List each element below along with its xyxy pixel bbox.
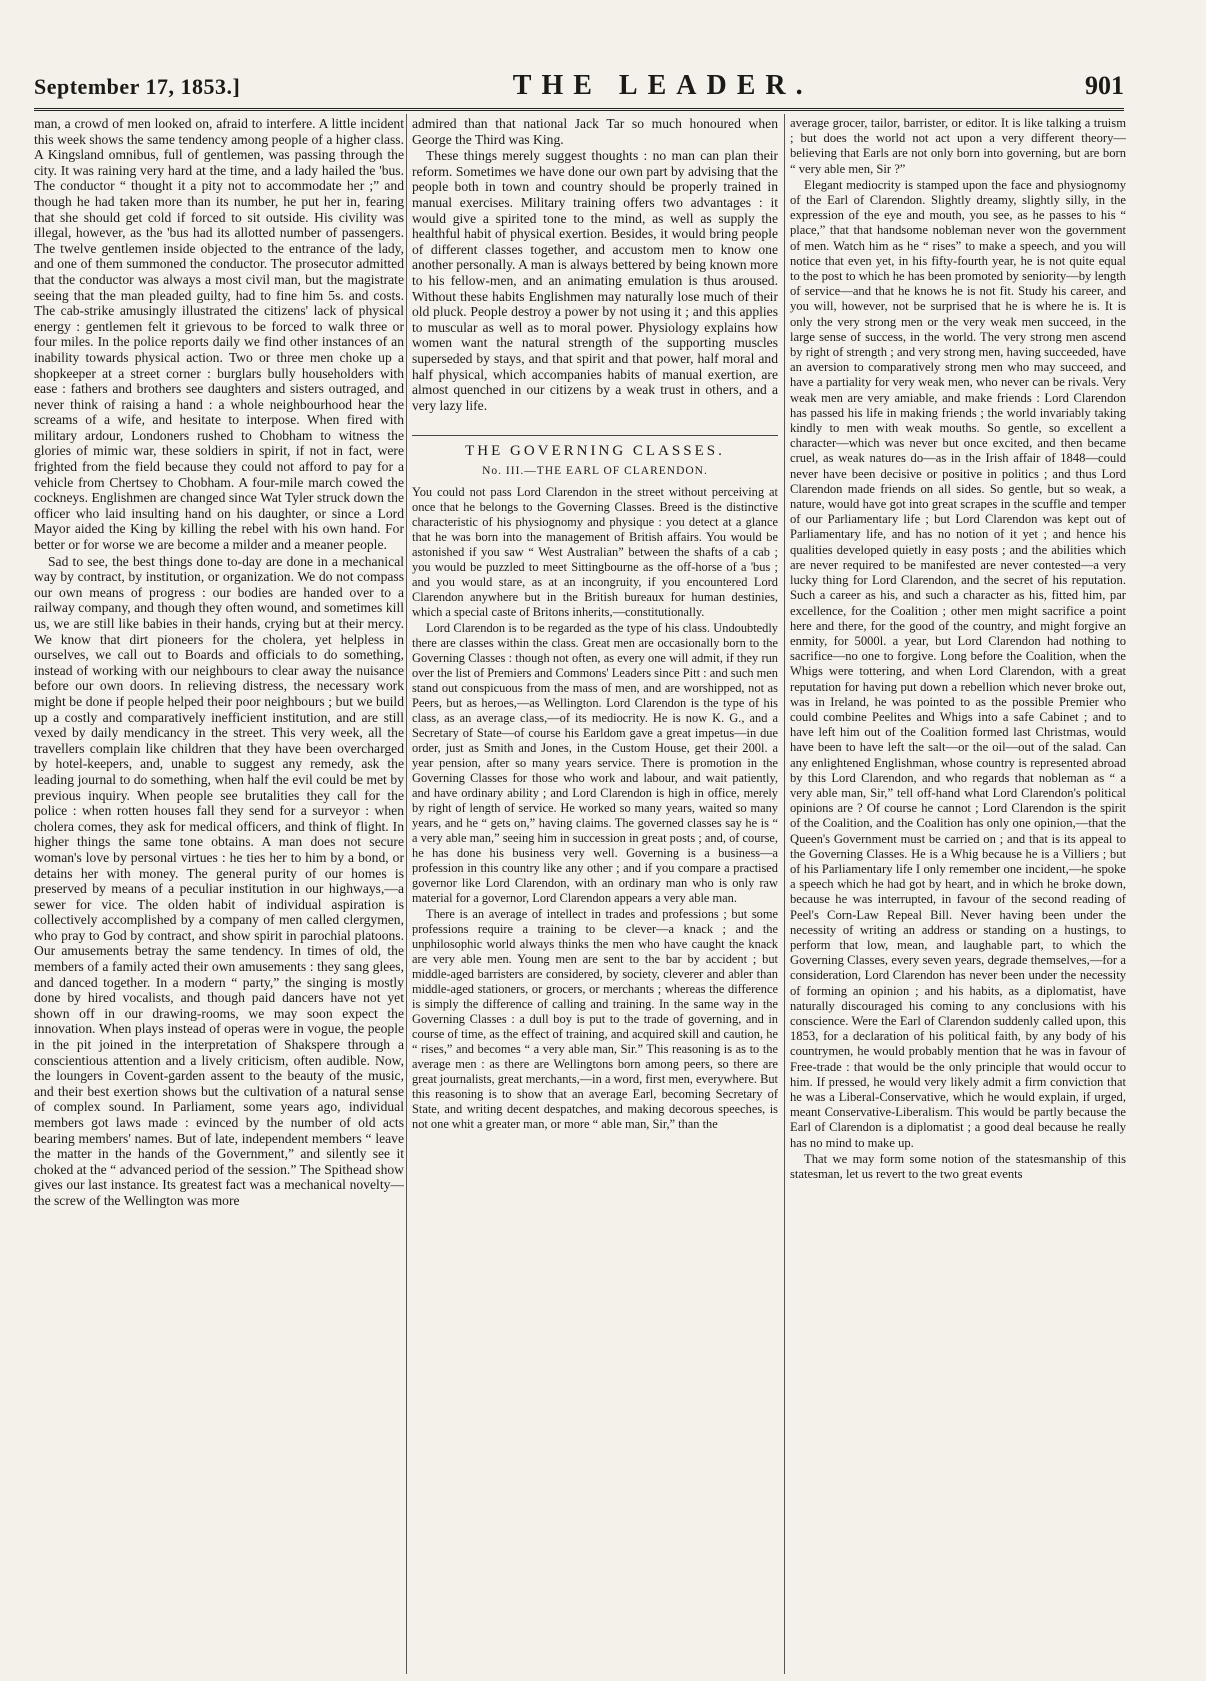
paragraph: These things merely suggest thoughts : no man can plan their reform. Sometimes we have done our own part by advising that the people both in town and country should be properly trained in manual exercises. Military training offers two advantages : it would give a spirited tone to the mind, as well as supply the healthful habit of physical exertion. Besides, it would bring people of different classes together, and accustom men to know one another personally. A man is always bettered by being known more to his fellow-men, and an animating emulation is thus aroused. Without these habits Englishmen may naturally lose much of their old pluck. People destroy a power by not using it ; and this applies to muscular as well as to moral power. Physiology explains how women want the natural strength of the supporting muscles superseded by stays, and that spirit and that power, half moral and half physical, which accompanies habits of manual exertion, are almost quenched in our citizens by a weak trust in others, and a very lazy life. <box>412 148 778 413</box>
page-number: 901 <box>1085 71 1124 100</box>
paragraph: Lord Clarendon is to be regarded as the type of his class. Undoubtedly there are classes within the class. Great men are occasionally born to the Governing Classes : though not often, as every one will admit, if they run over the list of Premiers and Commons' Leaders since Pitt : and such men stand out conspicuous from the mass of men, and are worshipped, not as Peers, but as heroes,—as Wellington. Lord Clarendon is the type of his class, as an average class,—of its mediocrity. He is now K. G., and a Secretary of State—of course his Earldom gave a great impetus—in due order, just as Smith and Jones, in the Custom House, get their 200l. a year pension, after so many years service. There is promotion in the Governing Classes for those who work and labour, and wait patiently, and have ordinary ability ; and Lord Clarendon is high in office, merely by right of length of service. He worked so many years, waited so many years, and he “ gets on,” having claims. The governed classes say he is “ a very able man,” seeing him in succession in great posts ; and, of course, he has done his business very well. Governing is a business—a profession in this country like any other ; and if you compare a practised governor like Lord Clarendon, with an ordinary man who is only raw material for a governor, Lord Clarendon appears a very able man. <box>412 621 778 906</box>
column-divider <box>784 114 785 1674</box>
column-3 <box>790 116 1126 1671</box>
masthead <box>34 70 1124 106</box>
column-divider <box>406 114 407 1674</box>
section-subtitle: No. III.—THE EARL OF CLARENDON. <box>482 464 708 477</box>
newspaper-title: THE LEADER. <box>512 70 813 101</box>
paragraph: You could not pass Lord Clarendon in the street without perceiving at once that he belongs to the Governing Classes. Breed is the distinctive characteristic of his physiognomy and physique : you detect at a glance that he was born into the management of British affairs. You would be astonished if you saw “ West Australian” between the shafts of a cab ; you would be puzzled to meet Sittingbourne as the off-horse of a 'bus ; and you would stare, as at an incongruity, if you encountered Lord Clarendon anywhere but in the British bureaux for human destinies, which a special caste of Britons inherits,—constitutionally. <box>412 485 778 620</box>
paragraph: Elegant mediocrity is stamped upon the face and physiognomy of the Earl of Clarendon. Slightly dreamy, slightly silly, in the expression of the eye and mouth, you see, as he passes to his “ place,” that that handsome nobleman never won the government of men. Watch him as he “ rises” to make a speech, and you will notice that even yet, in his fifty-fourth year, he is not quite equal to the post to which he has been promoted by seniority—by length of service—and that he knows he is not fit. Study his career, and you will, however, not be surprised that he is where he is. It is only the very strong men or the very weak men succeed, in the large sense of success, in the world. The very strong men ascend by right of strength ; and very strong men, having succeeded, have an aversion to comparatively strong men who may succeed, and have a partiality for very weak men, who never can be rivals. Very weak men are very amiable, and make friends : Lord Clarendon has passed his life in making friends ; the world invariably taking kindly to men with weak mouths. So gentle, so excellent a character—which was never but once excited, and then became cruel, as weak natures do—as in the Irish affair of 1848—could never have been decisive or positive in politics ; and thus Lord Clarendon made friends on all sides. So gentle, but so weak, a nature, would have got into great scrapes in the scuffle and temper of our Parliamentary life ; but Lord Clarendon was kept out of Parliamentary life, and has no notion of it yet ; and hence his qualities developed quietly in easy posts ; and the abilities which are never required to be manifested are never contested—a very lucky thing for Lord Clarendon, and the secret of his reputation. Such a career as his, and such a character as his, fitted him, par excellence, for the Coalition ; other men might sacrifice a point here and there, for the good of the country, and might forgive an enmity, for 5000l. a year, but Lord Clarendon had nothing to sacrifice—no one to forgive. Long before the Coalition, when the Whigs were tottering, and when Lord Clarendon, with a great reputation for having put down a rebellion which never broke out, was in Ireland, he was pointed to as the possible Premier who could combine Peelites and Whigs into a safe Cabinet ; and to have left him out of the Coalition formed last Christmas, would have been to have left the salt—or the oil—out of the salad. Can any enlightened Englishman, whose country is represented abroad by this Lord Clarendon, and who regards that nobleman as “ a very able man, Sir,” tell off-hand what Lord Clarendon's political opinions are ? Of course he cannot ; Lord Clarendon is the spirit of the Coalition, and the Coalition has only one opinion,—that the Queen's Government must be carried on ; and that is its appeal to the Governing Classes. He is a Whig because he is a Villiers ; but of his Parliamentary life I only remember one incident,—he spoke a speech which he had got by heart, and in which he broke down, because he was interrupted, in favour of the second reading of Peel's Corn-Law Repeal Bill. Never having been under the necessity of writing an address or standing on a hustings, to perform that low, mean, and laughable part, to which the Governing Classes, every seven years, degrade themselves,—for a consideration, Lord Clarendon has never been under the necessity of forming an opinion ; and his habits, as a diplomatist, have naturally discouraged his coming to any conclusions with his conscience. Were the Earl of Clarendon suddenly called upon, this 1853, for a declaration of his political faith, by any body of his countrymen, he would probably mention that he was in favour of Free-trade : that would be the only principle that would occur to him. If pressed, he would very likely admit a firm conviction that he was a Liberal-Conservative, which he would explain, if urged, meant Conservative-Liberalism. This would be partly because the Earl of Clarendon is a diplomatist ; a good deal because he really has no mind to make up. <box>790 177 1126 1150</box>
column-2 <box>412 116 778 1671</box>
issue-date: September 17, 1853.] <box>34 74 241 99</box>
paragraph: There is an average of intellect in trades and professions ; but some professions require a training to be clever—a knack ; and the unphilosophic world always thinks the men who have caught the knack are very able men. Young men are sent to the bar by accident ; but middle-aged barristers are considered, by society, cleverer and abler than middle-aged stationers, or grocers, or merchants ; whereas the difference is simply the difference of calling and training. In the same way in the Governing Classes : a dull boy is put to the trade of governing, and in course of time, as the effect of training, and acquired skill and caution, he “ rises,” and becomes “ a very able man, Sir.” This reasoning is as to the average men : as there are Wellingtons born among peers, so there are great journalists, great merchants,—in a word, first men, everywhere. But this reasoning is to show that an average Earl, becoming Secretary of State, and writing decent despatches, and making decorous speeches, is not one whit a greater man, or more “ able man, Sir,” than the <box>412 907 778 1132</box>
section-title: THE GOVERNING CLASSES. <box>412 435 778 460</box>
paragraph: Sad to see, the best things done to-day are done in a mechanical way by contract, by institution, or organization. We do not compass our own means of progress : our bodies are handed over to a railway company, and though they often wound, and sometimes kill us, we are still like babies in their hands, crying but at their mercy. We know that dirt pioneers for the cholera, yet helpless in ourselves, we call out to Boards and officials to do something, instead of working with our neighbours to clear away the nuisance before our own doors. In relieving distress, the necessary work might be done if people helped their poor neighbours ; but we build up a costly and comparatively inefficient institution, and are still vexed by daily mendicancy in the street. This very week, all the travellers complain like children that they have been overcharged by hotel-keepers, and, unable to suggest any remedy, ask the leading journal to do something, when half the evil could be met by previous inquiry. When people see brutalities they call for the police : when rotten houses fall they send for a surveyor : when cholera comes, they ask for medical officers, and think of flight. In higher things the same tone obtains. A man does not secure woman's love by personal virtues : he ties her to him by a bond, or detains her with money. The general purity of our homes is preserved by means of a peculiar institution in our highways,—a sewer for vice. The olden habit of individual aspiration is collectively accomplished by a company of men called clergymen, who pray to God by contract, and show spirit in parochial platoons. Our amusements betray the same tendency. In times of old, the members of a family acted their own amusements : they sang glees, and danced together. In a modern “ party,” the singing is mostly done by hired vocalists, and though paid dancers have not yet shown off in our drawing-rooms, we may soon expect the innovation. When plays instead of operas were in vogue, the people in the pit joined in the interpretation of Shakspere through a conscientious attention and a lively criticism, often audible. Now, the loungers in Covent-garden assent to the beauty of the music, and their best exertion shows but the cultivation of a natural sense of complex sound. In Parliament, some years ago, individual members got laws made : evinced by the number of old acts bearing members' names. But of late, independent members “ leave the matter in the hands of the Government,” and silently see it choked at the “ advanced period of the session.” The Spithead show gives our last instance. Its greatest fact was a mechanical novelty—the screw of the Wellington was more <box>34 553 404 1208</box>
paragraph: average grocer, tailor, barrister, or editor. It is like talking a truism ; but does the world not act upon a very different theory—believing that Earls are not only born into governing, but are born “ very able men, Sir ?” <box>790 116 1126 176</box>
paragraph: man, a crowd of men looked on, afraid to interfere. A little incident this week shows the same tendency among people of a higher class. A Kingsland omnibus, full of gentlemen, was passing through the city. It was raining very hard at the time, and a lady hailed the 'bus. The conductor “ thought it a pity not to accommodate her ;” and though he had taken more than its number, he put her in, fearing that she should get cold if forced to sit outside. His civility was illegal, however, as the 'bus had its allotted number of passengers. The twelve gentlemen inside objected to the entrance of the lady, and one of them summoned the conductor. The prosecutor admitted that the conductor was always a most civil man, but the magistrate seeing that the man pleaded guilty, had to fine him 5s. and costs. The cab-strike amusingly illustrated the citizens' lack of physical energy : gentlemen felt it grievous to be forced to walk three or four miles. In the police reports daily we find other instances of an inability towards physical action. Two or three men choke up a shopkeeper at a street corner : burglars bully householders with ease : fathers and brothers see daughters and sisters outraged, and never think of raising a hand : a whole neighbourhood hear the screams of a wife, and hesitate to interpose. When fired with military ardour, Londoners rushed to Chobham to witness the glories of mimic war, these soldiers in spirit, if not in fact, were frighted from the field because they could not afford to pay for a vehicle from Chertsey to Chobham. A four-mile march cowed the cockneys. Englishmen are changed since Wat Tyler struck down the officer who laid insulting hand on his daughter, or since a Lord Mayor aided the King by killing the rebel with his own hand. For better or for worse we are become a milder and a meaner people. <box>34 116 404 553</box>
paragraph: admired than that national Jack Tar so much honoured when George the Third was King. <box>412 116 778 147</box>
paragraph: That we may form some notion of the statesmanship of this statesman, let us revert to the two great events <box>790 1151 1126 1182</box>
column-1 <box>34 116 404 1671</box>
masthead-rule <box>34 108 1124 111</box>
article-body <box>412 485 778 1132</box>
